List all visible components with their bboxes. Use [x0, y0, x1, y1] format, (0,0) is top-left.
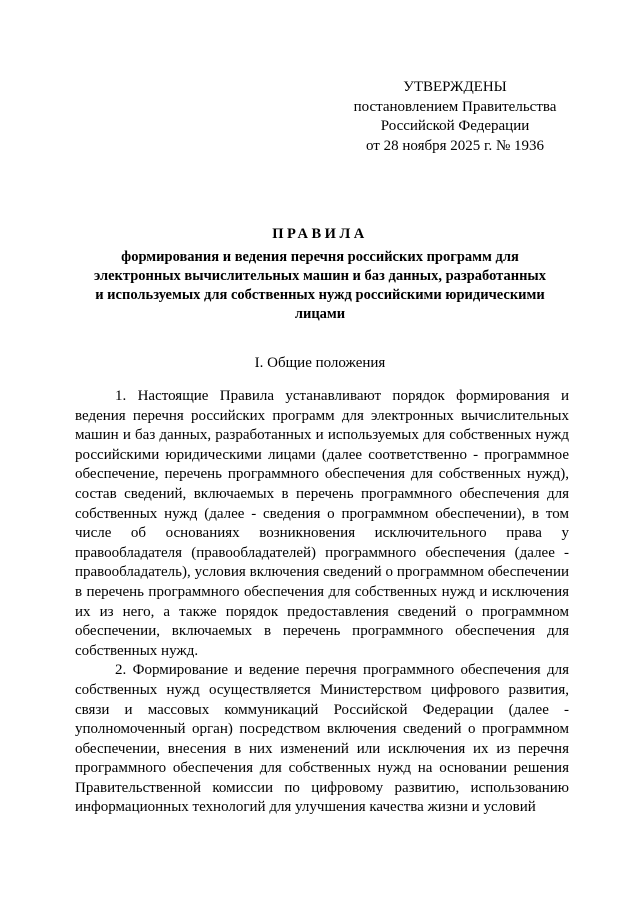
section-heading: I. Общие положения — [254, 355, 386, 371]
approval-line-3: от 28 ноября 2025 г. № 1936 — [365, 137, 545, 154]
approval-block — [335, 78, 575, 156]
document-body — [75, 387, 569, 818]
paragraph-2: 2. Формирование и ведение перечня программного обеспечения для собственных нужд осуществляется Министерством цифрового развития, связи и массовых коммуникаций Российской Федерации (далее - уполномоченный орган) посредством включения сведений о программном обеспечении, внесения в них изменений или исключения их из перечня программного обеспечения для собственных нужд на основании решения Правительственной комиссии по цифровому развитию, использованию информационных технологий для улучшения качества жизни и условий — [75, 662, 569, 816]
document-title: ПРАВИЛА — [272, 226, 368, 242]
document-subtitle: формирования и ведения перечня российских программ для электронных вычислительных машин и баз данных, разработанных и используемых для собственных нужд российскими юридическими лицами — [93, 249, 547, 322]
approval-line-1: постановлением Правительства — [353, 98, 557, 115]
approval-heading: УТВЕРЖДЕНЫ — [403, 79, 507, 95]
approval-line-2: Российской Федерации — [380, 118, 530, 134]
paragraph-1: 1. Настоящие Правила устанавливают порядок формирования и ведения перечня российских программ для электронных вычислительных машин и баз данных, разработанных и используемых для собственных нужд российскими юридическими лицами (далее соответственно - программное обеспечение, перечень программного обеспечения для собственных нужд), состав сведений, включаемых в перечень программного обеспечения для собственных нужд (далее - сведения о программном обеспечении), в том числе об основаниях возникновения исключительного права у правообладателя (правообладателей) программного обеспечения (далее - правообладатель), условия включения сведений о программном обеспечении в перечень программного обеспечения для собственных нужд и исключения их из него, а также порядок предоставления сведений о программном обеспечении, включаемых в перечень программного обеспечения для собственных нужд. — [75, 388, 569, 659]
